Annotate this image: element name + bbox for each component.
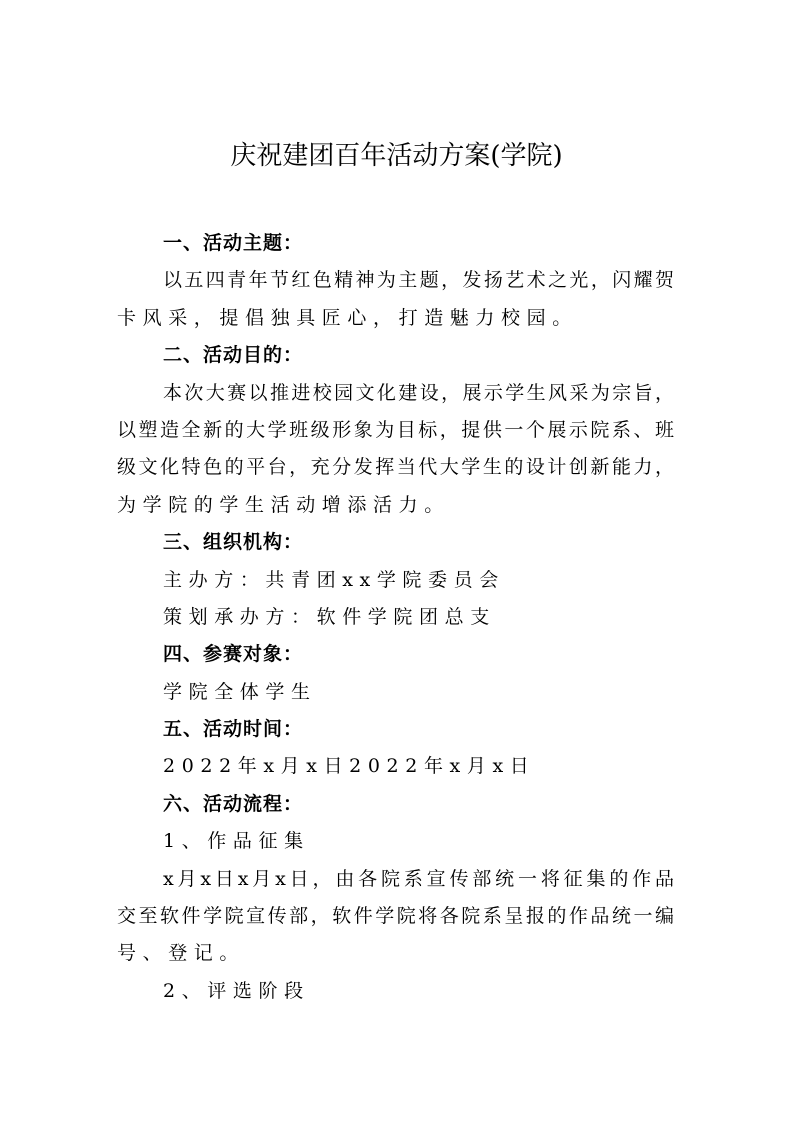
host-line: 主办方：共青团xx学院委员会: [163, 568, 505, 591]
paragraph-line: 号、登记。: [117, 942, 246, 965]
section-heading: 六、活动流程：: [163, 792, 304, 815]
organizer-line: 策划承办方：软件学院团总支: [163, 605, 496, 628]
paragraph-line: 为学院的学生活动增添活力。: [117, 493, 450, 516]
paragraph-line: 以塑造全新的大学班级形象为目标，提供一个展示院系、班: [117, 418, 674, 441]
document-body: [117, 225, 674, 1010]
paragraph-line: x月x日x月x日，由各院系宣传部统一将征集的作品: [163, 867, 674, 890]
time-line: 2022年x月x日2022年x月x日: [163, 755, 536, 778]
document-title: 庆祝建团百年活动方案(学院): [230, 141, 563, 171]
section-heading: 四、参赛对象：: [163, 643, 304, 666]
paragraph-line: 级文化特色的平台，充分发挥当代大学生的设计创新能力，: [117, 456, 674, 479]
paragraph-line: 以五四青年节红色精神为主题，发扬艺术之光，闪耀贺: [163, 269, 674, 292]
section-heading: 五、活动时间：: [163, 718, 304, 741]
section-heading: 二、活动目的：: [163, 344, 304, 367]
step-heading: 2、评选阶段: [163, 979, 310, 1002]
paragraph-line: 本次大赛以推进校园文化建设，展示学生风采为宗旨，: [163, 381, 674, 404]
section-heading: 三、组织机构：: [163, 531, 304, 554]
section-heading: 一、活动主题：: [163, 232, 304, 254]
step-heading: 1、作品征集: [163, 830, 310, 853]
participants-line: 学院全体学生: [163, 680, 317, 703]
paragraph-line: 卡风采，提倡独具匠心，打造魅力校园。: [117, 306, 578, 329]
paragraph-line: 交至软件学院宣传部，软件学院将各院系呈报的作品统一编: [117, 905, 674, 928]
